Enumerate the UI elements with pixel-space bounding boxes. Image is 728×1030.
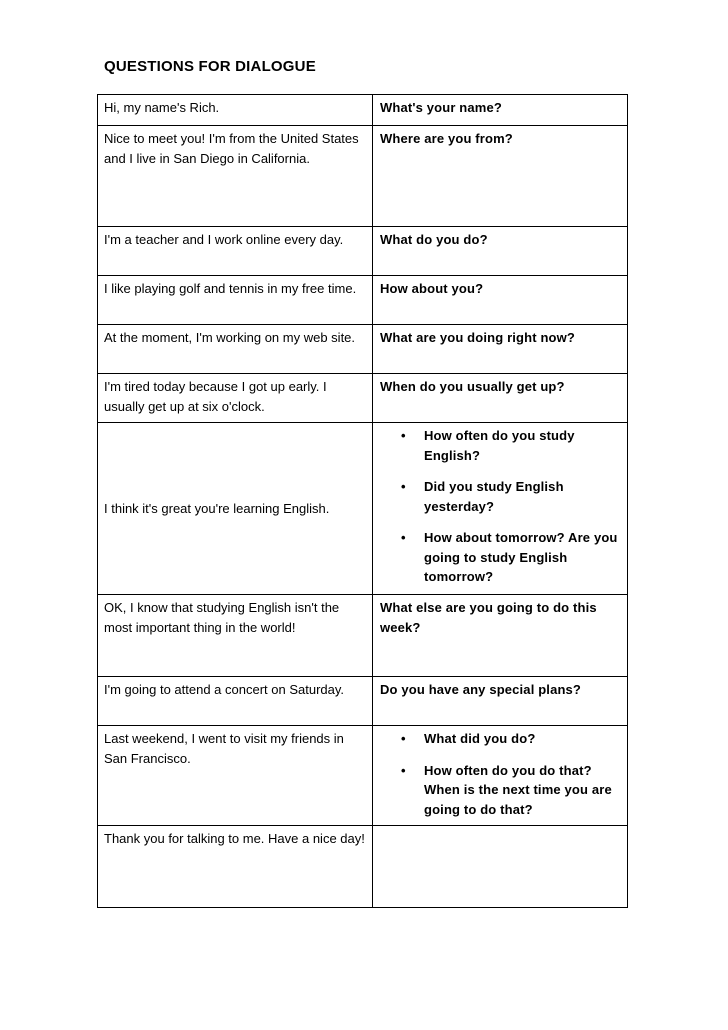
question-text: What did you do? (424, 731, 536, 746)
table-row (98, 595, 628, 677)
question-text: How often do you do that? When is the next time you are going to do that? (424, 762, 612, 817)
table-row (98, 726, 628, 826)
table-row (98, 826, 628, 908)
table-row (98, 374, 628, 423)
list-item (380, 426, 621, 465)
list-item (380, 761, 621, 820)
table-row (98, 126, 628, 227)
table-row (98, 423, 628, 595)
question-cell (373, 726, 628, 826)
statement-cell: Hi, my name's Rich. (98, 95, 373, 126)
question-cell: What else are you going to do this week? (373, 595, 628, 677)
statement-cell: At the moment, I'm working on my web site. (98, 325, 373, 374)
table-row (98, 325, 628, 374)
question-cell: What are you doing right now? (373, 325, 628, 374)
bullet-icon: • (401, 731, 406, 746)
question-cell (373, 826, 628, 908)
question-text: Did you study English yesterday? (424, 479, 564, 514)
statement-cell: Thank you for talking to me. Have a nice day! (98, 826, 373, 908)
bullet-icon: • (401, 428, 406, 443)
question-cell: What do you do? (373, 227, 628, 276)
statement-cell: I like playing golf and tennis in my free time. (98, 276, 373, 325)
table-row (98, 677, 628, 726)
question-text: How about tomorrow? Are you going to study English tomorrow? (424, 530, 618, 584)
dialogue-table (97, 94, 628, 908)
page-title: QUESTIONS FOR DIALOGUE (104, 58, 316, 75)
list-item (380, 528, 621, 587)
question-cell: When do you usually get up? (373, 374, 628, 423)
statement-cell: OK, I know that studying English isn't the most important thing in the world! (98, 595, 373, 677)
statement-cell: I'm a teacher and I work online every day. (98, 227, 373, 276)
question-cell: How about you? (373, 276, 628, 325)
table-row (98, 95, 628, 126)
statement-cell: I'm going to attend a concert on Saturday. (98, 677, 373, 726)
bullet-icon: • (401, 762, 406, 778)
table-row (98, 227, 628, 276)
question-cell: What's your name? (373, 95, 628, 126)
question-text: How often do you study English? (424, 428, 575, 463)
question-cell: Where are you from? (373, 126, 628, 227)
list-item (380, 477, 621, 516)
statement-cell: I'm tired today because I got up early. I usually get up at six o'clock. (98, 374, 373, 423)
question-cell (373, 423, 628, 595)
table-row (98, 276, 628, 325)
bullet-icon: • (401, 530, 406, 545)
statement-cell: Nice to meet you! I'm from the United States and I live in San Diego in California. (98, 126, 373, 227)
bullet-icon: • (401, 479, 406, 494)
question-list (380, 729, 621, 819)
statement-cell: Last weekend, I went to visit my friends in San Francisco. (98, 726, 373, 826)
statement-cell: I think it's great you're learning English. (98, 423, 373, 595)
list-item (380, 729, 621, 749)
question-list (380, 426, 621, 587)
question-cell: Do you have any special plans? (373, 677, 628, 726)
